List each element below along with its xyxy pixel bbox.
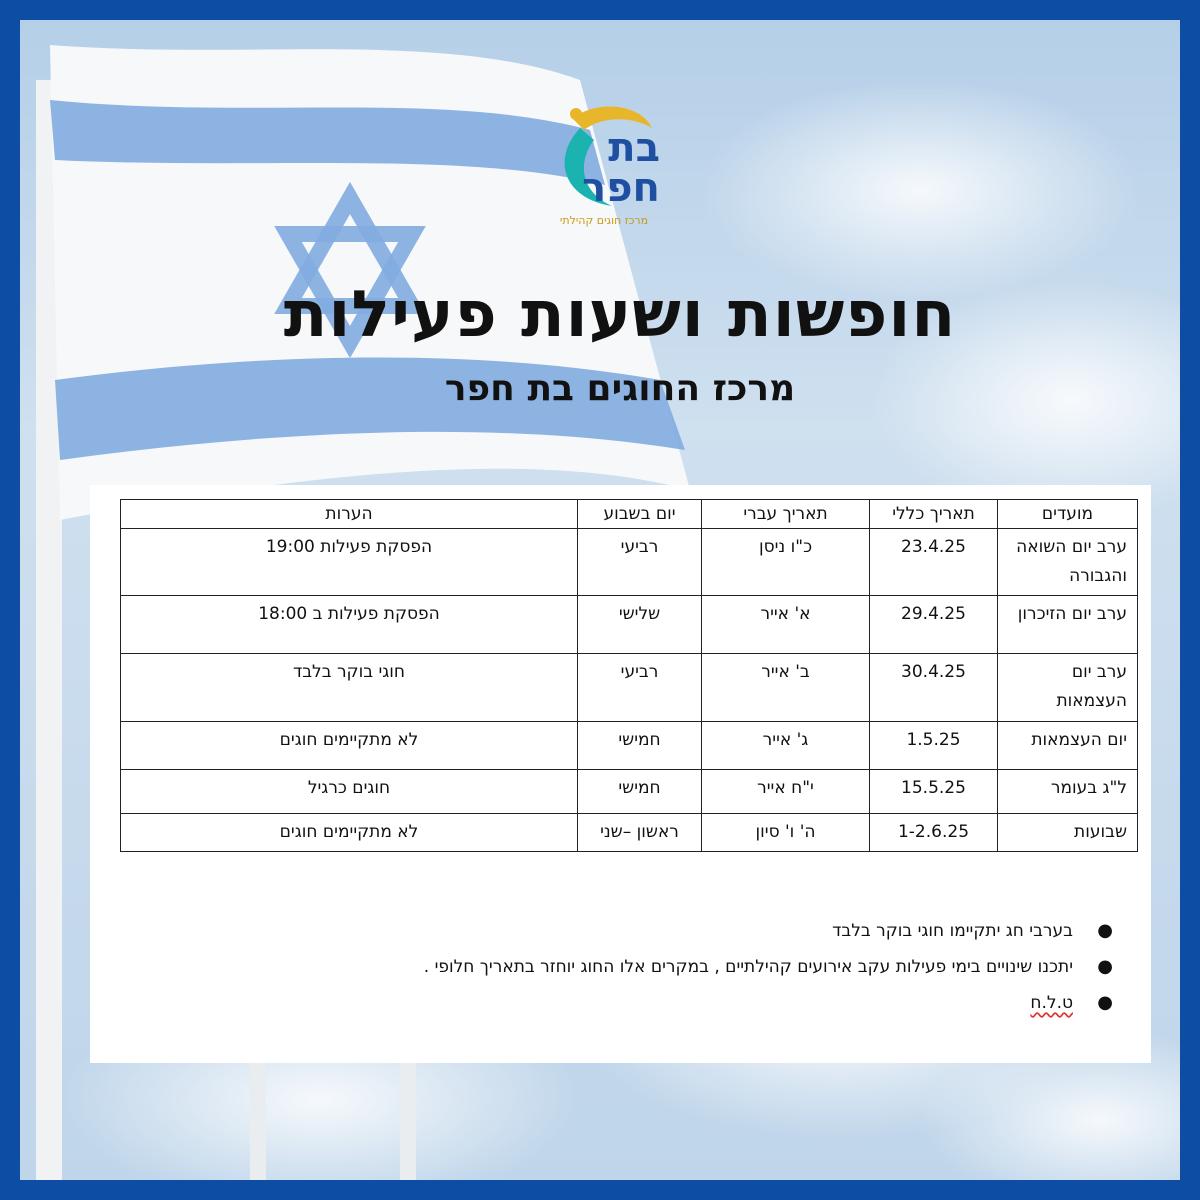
- logo-text-top: בת: [608, 125, 660, 171]
- bullet-icon: ●: [1097, 920, 1113, 941]
- cell-occasion: ערב יום הזיכרון: [998, 596, 1138, 654]
- page-subtitle: מרכז החוגים בת חפר: [444, 368, 796, 409]
- cell-date: 1.5.25: [870, 722, 998, 770]
- cell-hebrew-date: ה' ו' סיון: [702, 814, 870, 852]
- table-row: [121, 770, 1138, 814]
- cell-weekday: חמישי: [578, 722, 702, 770]
- cell-occasion: יום העצמאות: [998, 722, 1138, 770]
- cell-notes: הפסקת פעילות ב 18:00: [121, 596, 578, 654]
- cell-date: 1-2.6.25: [870, 814, 998, 852]
- column-header-occasion: מועדים: [998, 500, 1138, 529]
- table-row: [121, 596, 1138, 654]
- cell-hebrew-date: י"ח אייר: [702, 770, 870, 814]
- logo: [532, 98, 682, 238]
- table-row: [121, 814, 1138, 852]
- column-header-weekday: יום בשבוע: [578, 500, 702, 529]
- bullet-icon: ●: [1097, 956, 1113, 977]
- cell-weekday: חמישי: [578, 770, 702, 814]
- cell-date: 15.5.25: [870, 770, 998, 814]
- column-header-hebrew-date: תאריך עברי: [702, 500, 870, 529]
- list-item: [190, 987, 1113, 1019]
- page-title: חופשות ושעות פעילות: [283, 278, 957, 352]
- holiday-schedule-table: [120, 499, 1138, 852]
- cell-notes: חוגים כרגיל: [121, 770, 578, 814]
- logo-tagline: מרכז חוגים קהילתי: [559, 214, 649, 227]
- cell-hebrew-date: כ"ו ניסן: [702, 529, 870, 596]
- cell-occasion: ערב יום השואה והגבורה: [998, 529, 1138, 596]
- cell-date: 30.4.25: [870, 654, 998, 722]
- cell-date: 23.4.25: [870, 529, 998, 596]
- cell-occasion: ל"ג בעומר: [998, 770, 1138, 814]
- bullet-icon: ●: [1097, 992, 1113, 1013]
- cell-notes: חוגי בוקר בלבד: [121, 654, 578, 722]
- note-text: יתכנו שינויים בימי פעילות עקב אירועים קהילתיים , במקרים אלו החוג יוחזר בתאריך חלופי .: [423, 957, 1073, 977]
- cell-hebrew-date: ב' אייר: [702, 654, 870, 722]
- note-text: בערבי חג יתקיימו חוגי בוקר בלבד: [832, 921, 1073, 941]
- cell-weekday: רביעי: [578, 529, 702, 596]
- cell-date: 29.4.25: [870, 596, 998, 654]
- logo-text-bottom: חפר: [582, 165, 660, 211]
- cell-weekday: ראשון –שני: [578, 814, 702, 852]
- cell-notes: לא מתקיימים חוגים: [121, 722, 578, 770]
- cell-occasion: שבועות: [998, 814, 1138, 852]
- table-row: [121, 722, 1138, 770]
- cell-hebrew-date: ג' אייר: [702, 722, 870, 770]
- cell-notes: לא מתקיימים חוגים: [121, 814, 578, 852]
- column-header-date: תאריך כללי: [870, 500, 998, 529]
- table-row: [121, 529, 1138, 596]
- cell-occasion: ערב יום העצמאות: [998, 654, 1138, 722]
- note-text: ט.ל.ח: [1030, 993, 1073, 1013]
- schedule-document: [90, 485, 1151, 1063]
- cell-weekday: רביעי: [578, 654, 702, 722]
- list-item: [190, 915, 1113, 947]
- cell-weekday: שלישי: [578, 596, 702, 654]
- table-row: [121, 654, 1138, 722]
- cell-hebrew-date: א' אייר: [702, 596, 870, 654]
- cell-notes: הפסקת פעילות 19:00: [121, 529, 578, 596]
- notes-list: [190, 915, 1117, 1023]
- table-header-row: [121, 500, 1138, 529]
- column-header-notes: הערות: [121, 500, 578, 529]
- list-item: [190, 951, 1113, 983]
